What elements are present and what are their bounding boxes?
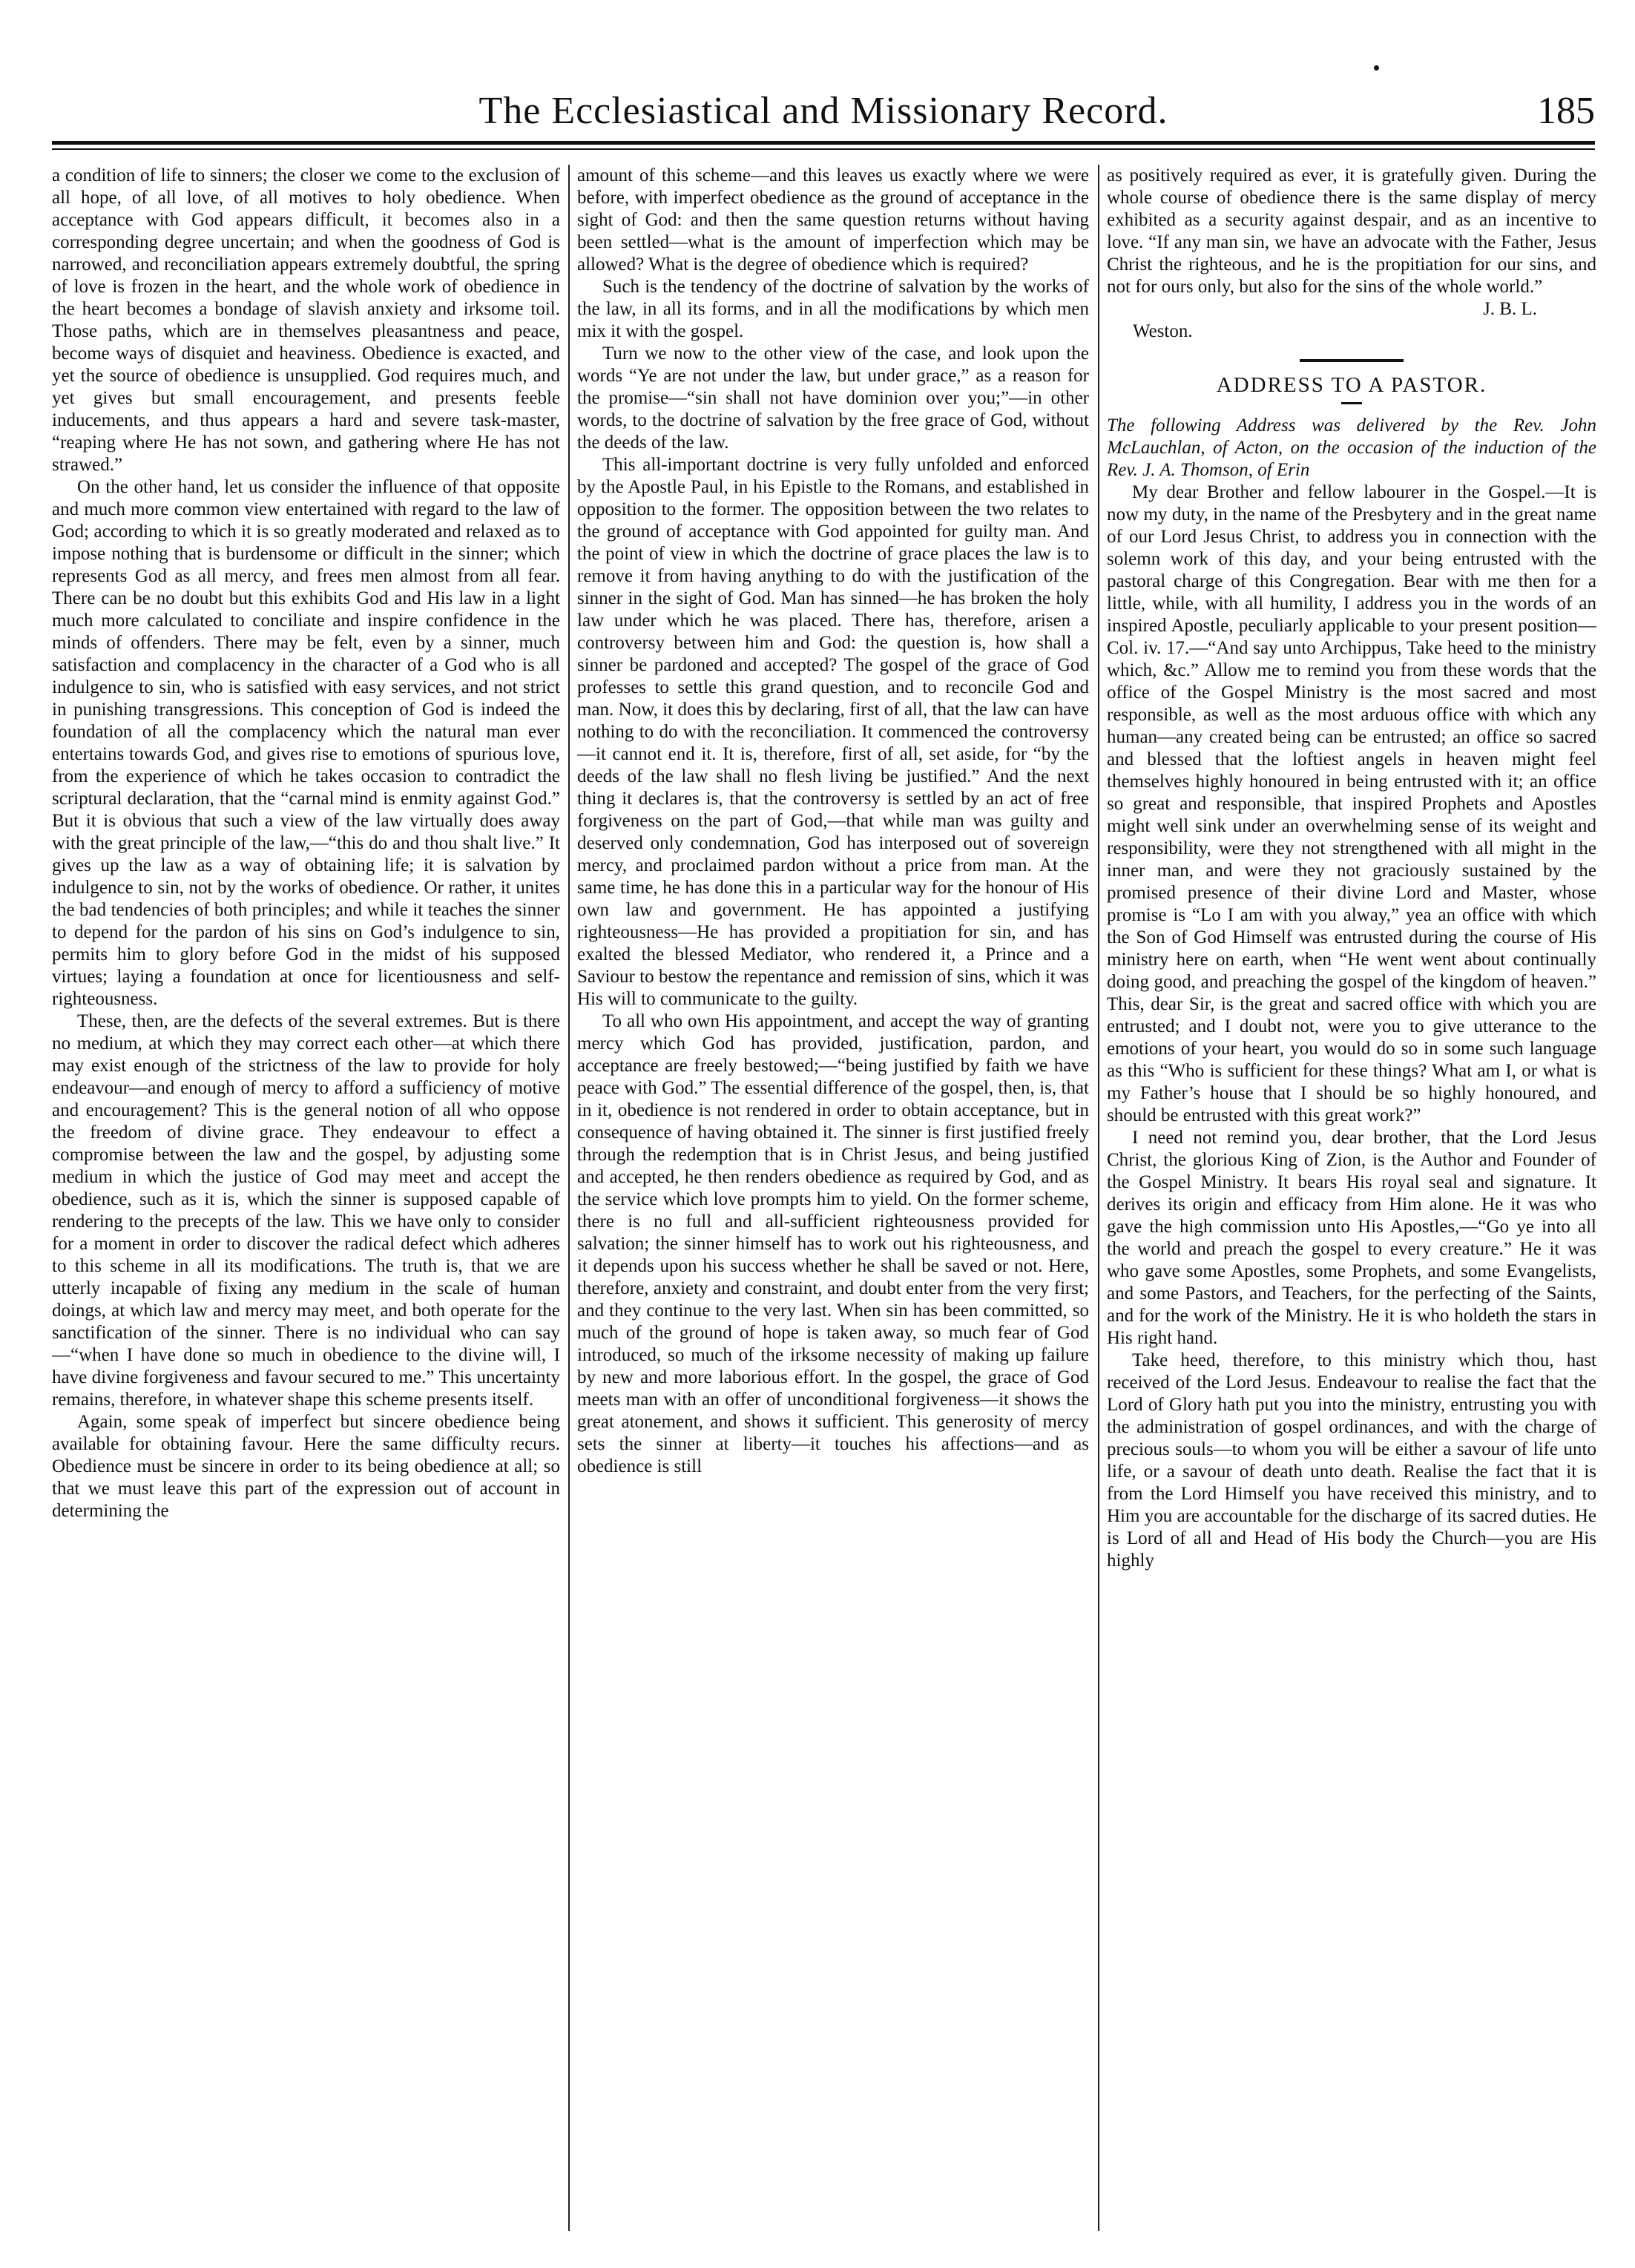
header-rule-thick: [52, 141, 1595, 145]
paragraph: as positively required as ever, it is gratefully given. During the whole course of obedience there is the same display of mercy exhibited as a security against despair, and as an incentive to love. “If any man sin, we have an advocate with the Father, Jesus Christ the righteous, and he is the propitiation for our sins, and not for ours only, but also for the sins of the whole world.”: [1107, 165, 1596, 297]
paragraph: I need not remind you, dear brother, that the Lord Jesus Christ, the glorious King of Zion, is the Author and Founder of the Gospel Ministry. It bears His royal seal and signature. It derives its origin and efficacy from Him alone. He it was who gave the high commission unto His Apostles,—“Go ye into all the world and preach the gospel to every creature.” He it was who gave some Apostles, some Prophets, and some Evangelists, and some Pastors, and Teachers, for the perfecting of the Saints, and for the work of the Ministry. He it is who holdeth the stars in His right hand.: [1107, 1128, 1596, 1348]
column-2: [577, 165, 1089, 2235]
section-title: ADDRESS TO A PASTOR.: [1216, 373, 1487, 397]
section-separator: [1300, 359, 1404, 362]
column-3: [1107, 165, 1596, 2235]
column-divider-2: [1098, 165, 1099, 2231]
paragraph: These, then, are the defects of the several extremes. But is there no medium, at which they may correct each other—at which there may exist enough of the strictness of the law to provide for holy endeavour—and enough of mercy to afford a sufficiency of motive and encouragement? This is the general notion of all who oppose the freedom of divine grace. They endeavour to effect a compromise between the law and the gospel, by adjusting some medium in which the justice of God may meet and accept the obedience, such as it is, which the sinner is supposed capable of rendering to the precepts of the law. This we have only to consider for a moment in order to discover the radical defect which adheres to this scheme in all its modifications. The truth is, that we are utterly incapable of fixing any medium in the scale of human doings, at which law and mercy may meet, and both operate for the sanctification of the sinner. There is no individual who can say—“when I have done so much in obedience to the divine will, I have divine forgiveness and favour secured to me.” This uncertainty remains, therefore, in whatever shape this scheme presents itself.: [52, 1011, 560, 1410]
paragraph: amount of this scheme—and this leaves us exactly where we were before, with imperfect obedience as the ground of acceptance in the sight of God: and then the same question returns without having been settled—what is the amount of imperfection which may be allowed? What is the degree of obedience which is required?: [577, 165, 1089, 275]
title-dash: [1341, 402, 1362, 404]
column-divider-1: [568, 165, 570, 2231]
dateline-place: Weston.: [1133, 321, 1193, 341]
page-number: 185: [1537, 90, 1595, 132]
paragraph: On the other hand, let us consider the influence of that opposite and much more common view entertained with regard to the law of God; according to which it is so greatly moderated and relaxed as to impose nothing that is burdensome or difficult in the sinner; which represents God as all mercy, and frees men almost from all fear. There can be no doubt but this exhibits God and His law in a light much more calculated to conciliate and inspire confidence in the minds of offenders. There may be felt, even by a sinner, much satisfaction and complacency in the character of a God who is all indulgence to sin, who is satisfied with easy services, and not strict in punishing transgressions. This conception of God is indeed the foundation of all the complacency which the natural man ever entertains towards God, and gives rise to emotions of spurious love, from the experience of which he takes occasion to contradict the scriptural declaration, that the “carnal mind is enmity against God.” But it is obvious that such a view of the law virtually does away with the great principle of the law,—“this do and thou shalt live.” It gives up the law as a way of obtaining life; it is salvation by indulgence to sin, not by the works of obedience. Or rather, it unites the bad tendencies of both principles; and while it teaches the sinner to depend for the pardon of his sins on God’s indulgence to sin, permits him to glory before God in the midst of his supposed virtues; laying a foundation at once for licentiousness and self-righteousness.: [52, 477, 560, 1009]
paragraph: This all-important doctrine is very fully unfolded and enforced by the Apostle Paul, in his Epistle to the Romans, and established in opposition to the former. The opposition between the two relates to the ground of acceptance with God appointed for guilty man. And the point of view in which the doctrine of grace places the law is to remove it from having anything to do with the justification of the sinner in the sight of God. Man has sinned—he has broken the holy law under which he was placed. There has, therefore, arisen a controversy between him and God: the question is, how shall a sinner be pardoned and accepted? The gospel of the grace of God professes to settle this grand question, and to reconcile God and man. Now, it does this by declaring, first of all, that the law can have nothing to do with the reconciliation. It commenced the controversy—it cannot end it. It is, therefore, first of all, set aside, for “by the deeds of the law shall no flesh living be justified.” And the next thing it declares is, that the controversy is settled by an act of free forgiveness on the part of God,—that while man was guilty and deserved only condemnation, God has interposed out of sovereign mercy, and proclaimed pardon without a price from man. At the same time, he has done this in a particular way for the honour of His own law and government. He has appointed a justifying righteousness—He has provided a propitiation for sin, and has exalted the blessed Mediator, who rendered it, a Prince and a Saviour to bestow the repentance and remission of sins, which it was His will to communicate to the guilty.: [577, 455, 1089, 1009]
paragraph: a condition of life to sinners; the closer we come to the exclusion of all hope, of all love, of all motives to holy obedience. When acceptance with God appears difficult, it becomes also in a corresponding degree uncertain; and when the goodness of God is narrowed, and reconciliation appears extremely doubtful, the spring of love is frozen in the heart, and the whole work of obedience in the heart becomes a bondage of slavish anxiety and irksome toil. Those paths, which are in themselves pleasantness and peace, become ways of disquiet and heaviness. Obedience is exacted, and yet the source of obedience is unsupplied. God requires much, and yet gives but small encouragement, and presents feeble inducements, and thus appears a hard and severe task-master, “reaping where He has not sown, and gathering where He has not strawed.”: [52, 165, 560, 475]
paragraph: To all who own His appointment, and accept the way of granting mercy which God has provided, justification, pardon, and acceptance are freely bestowed;—“being justified by faith we have peace with God.” The essential difference of the gospel, then, is, that in it, obedience is not rendered in order to obtain acceptance, but in consequence of having obtained it. The sinner is first justified freely through the redemption that is in Christ Jesus, and being justified and accepted, he then renders obedience as required by God, and as the service which love prompts him to yield. On the former scheme, there is no full and all-sufficient righteousness provided for salvation; the sinner himself has to work out his righteousness, and it depends upon his success whether he shall be saved or not. Here, therefore, anxiety and constraint, and doubt enter from the very first; and they continue to the very last. When sin has been committed, so much of the ground of hope is taken away, so much fear of God introduced, so much of the irksome necessity of making up failure by new and more laborious effort. In the gospel, the grace of God meets man with an offer of unconditional forgiveness—it shows the great atonement, and shows it sufficient. This generosity of mercy sets the sinner at liberty—it touches his affections—and as obedience is still: [577, 1011, 1089, 1476]
column-1: [52, 165, 560, 2235]
paragraph: Turn we now to the other view of the case, and look upon the words “Ye are not under the law, but under grace,” as a reason for the promise—“sin shall not have dominion over you;”—in other words, to the doctrine of salvation by the free grace of God, without the deeds of the law.: [577, 344, 1089, 453]
header-rule-thin: [52, 148, 1595, 150]
paragraph: Take heed, therefore, to this ministry which thou, hast received of the Lord Jesus. Endeavour to realise the fact that the Lord of Glory hath put you into the ministry, entrusting you with the administration of gospel ordinances, and with the charge of precious souls—to whom you will be either a savour of life unto life, or a savour of death unto death. Realise the fact that it is from the Lord Himself you have received this ministry, and to Him you are accountable for the discharge of its sacred duties. He is Lord of all and Head of His body the Church—you are His highly: [1107, 1350, 1596, 1571]
ink-speck: [1374, 65, 1379, 70]
paragraph: Again, some speak of imperfect but sincere obedience being available for obtaining favour. Here the same difficulty recurs. Obedience must be sincere in order to its being obedience at all; so that we must leave this part of the expression out of account in determining the: [52, 1412, 560, 1521]
page-header: [52, 89, 1595, 148]
running-title: The Ecclesiastical and Missionary Record.: [478, 90, 1168, 132]
section-intro: The following Address was delivered by the Rev. John McLauchlan, of Acton, on the occasion of the induction of the Rev. J. A. Thomson, of Erin: [1107, 415, 1596, 480]
paragraph: My dear Brother and fellow labourer in the Gospel.—It is now my duty, in the name of the Presbytery and in the great name of our Lord Jesus Christ, to address you in connection with the solemn work of this day, and your being entrusted with the pastoral charge of this Congregation. Bear with me then for a little, while, with all humility, I address you in the words of an inspired Apostle, peculiarly applicable to your present position—Col. iv. 17.—“And say unto Archippus, Take heed to the ministry which, &c.” Allow me to remind you from these words that the office of the Gospel Ministry is the most sacred and most responsible, as well as the most arduous office with which any human—any created being can be entrusted; an office so sacred and blessed that the loftiest angels in heaven might feel themselves highly honoured in being entrusted with it; an office so great and responsible, that inspired Prophets and Apostles might well sink under an overwhelming sense of its weight and responsibility, were they not strengthened with all might in the inner man, and were they not graciously sustained by the promised presence of their divine Lord and Master, whose promise is “Lo I am with you alway,” yea an office with which the Son of God Himself was entrusted during the course of His ministry here on earth, when “He went went about continually doing good, and preaching the gospel of the kingdom of heaven.” This, dear Sir, is the great and sacred office with which you are entrusted; and I doubt not, were you to give utterance to the emotions of your heart, you would do so in some such language as this “Who is sufficient for these things? What am I, or what is my Father’s house that I should be so highly honoured, and should be entrusted with this great work?”: [1107, 482, 1596, 1125]
paragraph: Such is the tendency of the doctrine of salvation by the works of the law, in all its forms, and in all the modifications by which men mix it with the gospel.: [577, 277, 1089, 341]
author-initials: J. B. L.: [1483, 299, 1537, 319]
